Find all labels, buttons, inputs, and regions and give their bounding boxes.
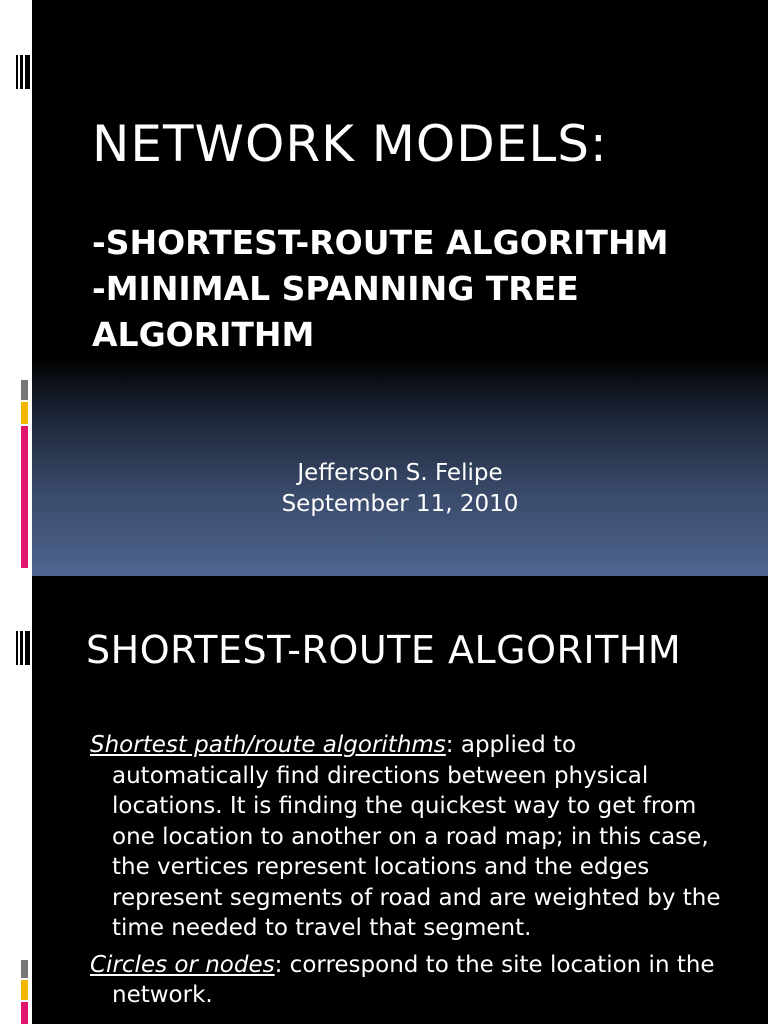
slide-title: NETWORK MODELS:: [92, 115, 608, 173]
accent-bar-yellow: [21, 980, 28, 1000]
definition-text: : applied to automatically find directions between physical locations. It is finding the quickest way to get from one location to another on a road map; in this case, the vertices represent locations and the edges represent segments of road and are weighted by the time needed to travel that segment.: [112, 732, 721, 941]
accent-bar-pink: [21, 1002, 28, 1024]
author-block: [32, 458, 768, 520]
subtitle-line: -MINIMAL SPANNING TREE: [92, 269, 579, 308]
accent-bar-pink: [21, 426, 28, 568]
barcode-icon: [16, 631, 30, 665]
accent-bar-gray: [21, 960, 28, 978]
definition-paragraph: [90, 730, 730, 944]
barcode-icon: [16, 55, 30, 89]
accent-bar-yellow: [21, 402, 28, 424]
subtitle-line: -SHORTEST-ROUTE ALGORITHM: [92, 223, 669, 262]
slide-body: [90, 730, 730, 1011]
definition-term: Circles or nodes: [90, 951, 275, 978]
section-title: SHORTEST-ROUTE ALGORITHM: [86, 628, 682, 672]
presentation-date: September 11, 2010: [281, 491, 519, 517]
author-name: Jefferson S. Felipe: [297, 460, 503, 486]
slide-left-strip: [0, 0, 32, 576]
subtitle-line: ALGORITHM: [92, 315, 315, 354]
slide-subtitle: [92, 220, 752, 358]
slide-left-strip: [0, 576, 32, 1024]
definition-term: Shortest path/route algorithms: [90, 732, 446, 758]
definition-paragraph: [90, 950, 730, 1011]
definition-text: : correspond to the site location in the network.: [112, 951, 715, 1008]
accent-bar-gray: [21, 380, 28, 400]
